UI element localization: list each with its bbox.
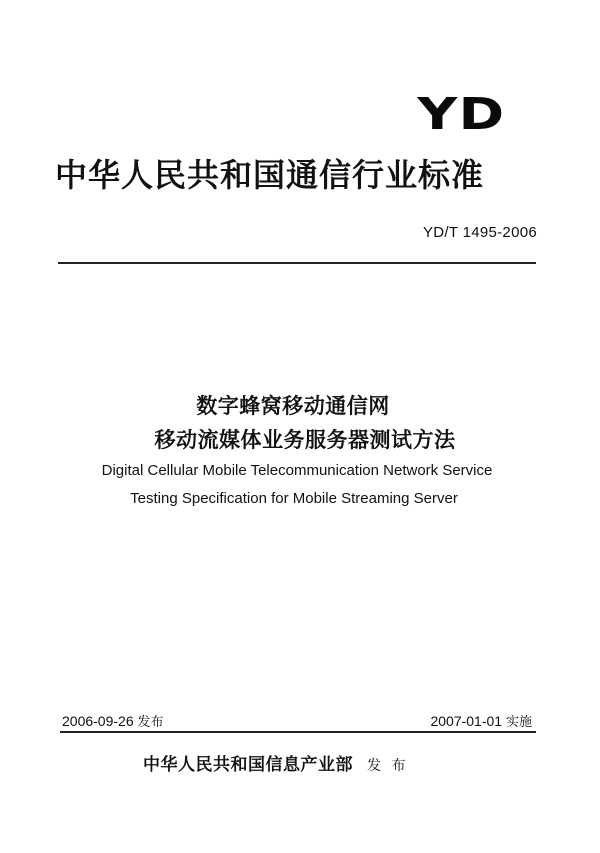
issue-date-value: 2006-09-26 (62, 713, 134, 729)
implementation-date-label: 实施 (505, 715, 532, 730)
yd-logo: YD (417, 89, 505, 140)
publisher-action: 发 布 (367, 758, 409, 774)
issue-date (62, 711, 164, 730)
title-en-line1: Digital Cellular Mobile Telecommunication Network Service (101, 462, 493, 479)
title-cn-line1: 数字蜂窝移动通信网 (196, 394, 390, 418)
implementation-date (430, 711, 532, 730)
publisher (143, 750, 408, 775)
implementation-date-value: 2007-01-01 (430, 713, 503, 729)
bottom-divider (60, 731, 536, 733)
standard-number: YD/T 1495-2006 (423, 224, 537, 241)
top-divider (58, 262, 536, 264)
title-cn-line2: 移动流媒体业务服务器测试方法 (154, 428, 456, 452)
publisher-name: 中华人民共和国信息产业部 (143, 755, 353, 775)
standard-category-title: 中华人民共和国通信行业标准 (55, 156, 485, 194)
issue-date-label: 发布 (137, 715, 164, 730)
title-en-line2: Testing Specification for Mobile Streaming Server (130, 490, 458, 507)
